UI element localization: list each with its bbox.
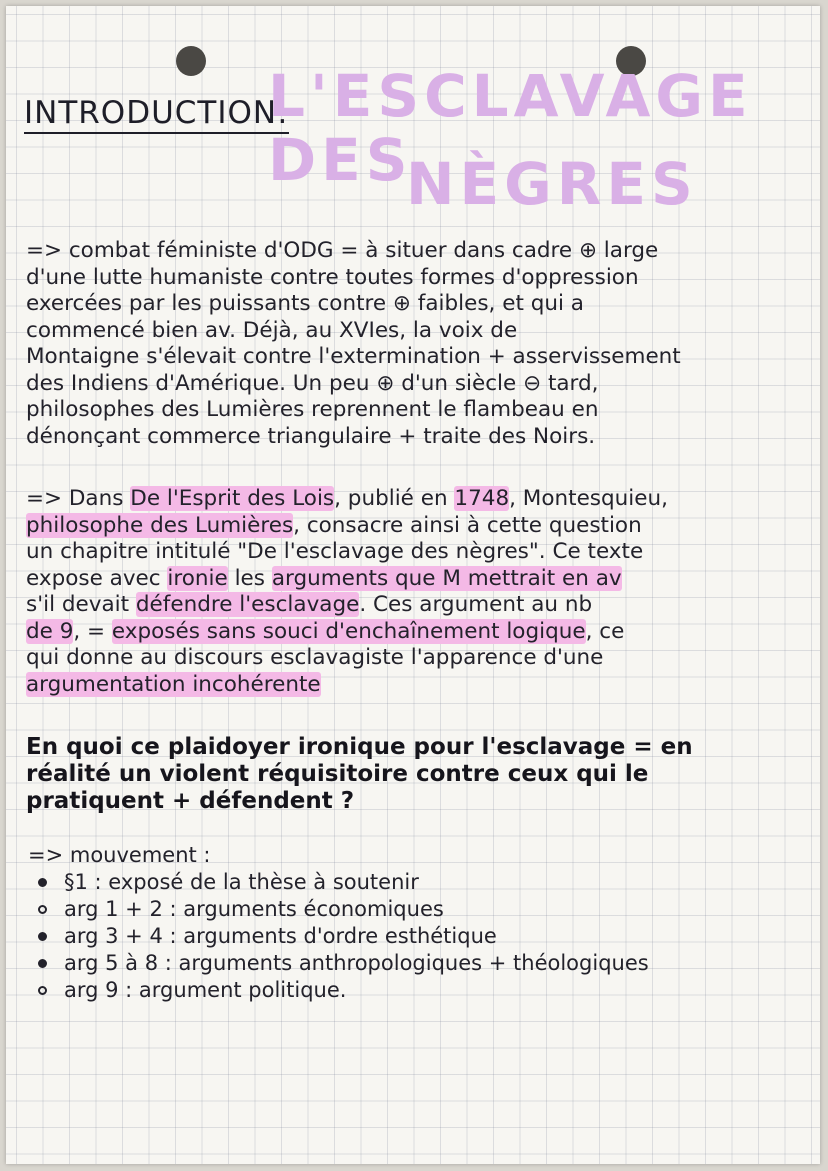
highlight: de 9: [26, 618, 74, 644]
bullet-icon: [38, 905, 47, 914]
highlight: 1748: [454, 486, 510, 511]
punch-hole-left: [176, 46, 206, 76]
para1-line: dénonçant commerce triangulaire + traite des Noirs.: [26, 423, 596, 449]
text: . Ces argument au nb: [359, 592, 593, 617]
notebook-page: [6, 6, 820, 1164]
text: , consacre ainsi à cette question: [293, 512, 642, 538]
para1-line: => combat féministe d'ODG = à situer dans cadre ⊕ large: [26, 238, 659, 263]
paragraph-1: [26, 238, 826, 450]
para2-line: [26, 566, 826, 593]
para2-line: [26, 672, 826, 699]
highlight: De l'Esprit des Lois: [130, 486, 335, 511]
para1-line: commencé bien av. Déjà, au XVIes, la voix de: [26, 317, 518, 343]
list-item: [34, 950, 649, 977]
para2-line: [26, 592, 826, 619]
para1-line: exercées par les puissants contre ⊕ faibles, et qui a: [26, 291, 584, 316]
list-item-text: arg 5 à 8 : arguments anthropologiques + théologiques: [64, 951, 649, 975]
para2-line: qui donne au discours esclavagiste l'apparence d'une: [26, 645, 604, 670]
highlight: ironie: [167, 565, 228, 591]
list-item: [34, 977, 649, 1004]
title-line-2: NÈGRES: [406, 150, 698, 218]
problematic-question: [26, 734, 806, 815]
text: expose avec: [26, 565, 168, 591]
list-item: [34, 869, 649, 896]
question-line: pratiquent + défendent ?: [26, 788, 355, 814]
paragraph-2: [26, 486, 826, 698]
highlight: défendre l'esclavage: [135, 592, 360, 617]
bullet-icon: [38, 932, 47, 941]
list-item-text: §1 : exposé de la thèse à soutenir: [64, 870, 419, 894]
para1-line: philosophes des Lumières reprennent le flambeau en: [26, 397, 599, 422]
bullet-icon: [38, 986, 47, 995]
list-item-text: arg 9 : argument politique.: [64, 978, 347, 1002]
bullet-icon: [38, 878, 47, 887]
text: , ce: [585, 618, 625, 644]
list-item-text: arg 1 + 2 : arguments économiques: [64, 897, 444, 921]
text: les: [227, 565, 272, 591]
para1-line: d'une lutte humaniste contre toutes formes d'oppression: [26, 264, 639, 290]
text: , =: [73, 618, 112, 644]
text: s'il devait: [26, 592, 136, 617]
intro-heading: INTRODUCTION:: [24, 94, 289, 134]
movement-list: [34, 869, 649, 1004]
para2-line: [26, 486, 826, 513]
highlight: exposés sans souci d'enchaînement logique: [111, 618, 586, 644]
text: => Dans: [26, 486, 131, 511]
highlight: arguments que M mettrait en av: [271, 565, 622, 591]
question-line: réalité un violent réquisitoire contre ceux qui le: [26, 761, 649, 787]
para2-line: un chapitre intitulé "De l'esclavage des nègres". Ce texte: [26, 539, 644, 564]
bullet-icon: [38, 959, 47, 968]
question-line: En quoi ce plaidoyer ironique pour l'esclavage = en: [26, 734, 693, 760]
para2-line: [26, 619, 826, 646]
highlight: philosophe des Lumières: [26, 512, 294, 538]
list-item-text: arg 3 + 4 : arguments d'ordre esthétique: [64, 924, 497, 948]
list-item: [34, 923, 649, 950]
text: , Montesquieu,: [509, 486, 668, 511]
highlight: argumentation incohérente: [26, 671, 321, 697]
text: , publié en: [334, 486, 455, 511]
para1-line: des Indiens d'Amérique. Un peu ⊕ d'un siècle ⊖ tard,: [26, 370, 599, 396]
para1-line: Montaigne s'élevait contre l'extermination + asservissement: [26, 344, 681, 369]
list-item: [34, 896, 649, 923]
title-line-1: L'ESCLAVAGE DES: [268, 62, 753, 194]
movement-label: => mouvement :: [28, 843, 211, 867]
para2-line: [26, 513, 826, 540]
